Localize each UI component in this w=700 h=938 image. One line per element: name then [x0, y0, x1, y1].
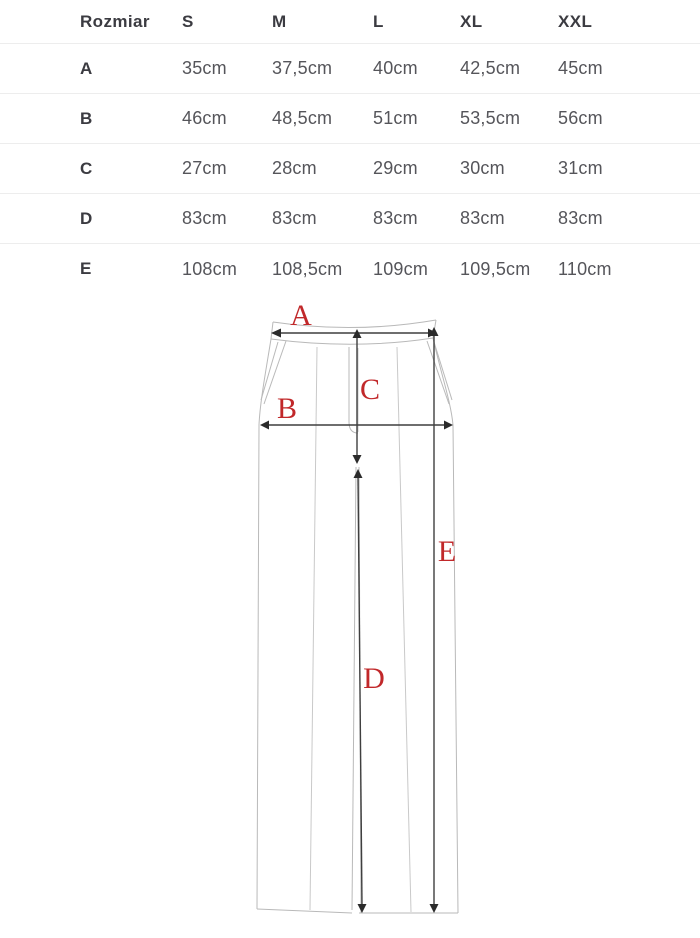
size-value: 110cm: [558, 258, 612, 279]
size-value: 27cm: [182, 158, 227, 178]
measure-line-d: [358, 476, 362, 906]
pants-measurement-diagram: [0, 300, 700, 933]
row-label-e: E: [80, 259, 92, 278]
size-table-header-row: [0, 0, 700, 44]
arrow-e-bottom: [430, 904, 439, 913]
size-value: 83cm: [558, 208, 603, 228]
dimension-labels: [277, 300, 456, 695]
arrow-b-right: [444, 421, 453, 430]
pants-outline-drawing: [0, 300, 700, 933]
column-header-s: S: [182, 11, 194, 31]
size-value: 83cm: [460, 208, 505, 228]
size-value: 109cm: [373, 258, 429, 279]
column-header-xl: XL: [460, 11, 483, 31]
column-header-xxl: XXL: [558, 11, 593, 31]
size-value: 48,5cm: [272, 108, 333, 128]
size-value: 108,5cm: [272, 258, 343, 279]
dimension-label-c: C: [359, 373, 381, 406]
row-label-a: A: [80, 58, 93, 78]
column-header-l: L: [373, 11, 384, 31]
size-value: 46cm: [182, 108, 227, 128]
size-value: 83cm: [373, 208, 418, 228]
size-value: 108cm: [182, 258, 238, 279]
dimension-label-b: B: [276, 392, 298, 425]
arrow-b-left: [260, 421, 269, 430]
size-value: 42,5cm: [460, 58, 521, 78]
size-value: 31cm: [558, 158, 603, 178]
column-header-rozmiar: Rozmiar: [80, 11, 150, 31]
size-row-d: [0, 194, 700, 244]
size-value: 83cm: [272, 208, 317, 228]
dimension-label-e: E: [437, 535, 457, 568]
size-row-e: [0, 244, 700, 294]
arrow-c-bottom: [353, 455, 362, 464]
size-value: 28cm: [272, 158, 317, 178]
size-value: 37,5cm: [272, 58, 333, 78]
size-value: 29cm: [373, 158, 418, 178]
column-header-m: M: [272, 11, 287, 31]
size-value: 83cm: [182, 208, 227, 228]
size-table: [0, 0, 700, 294]
row-label-b: B: [80, 108, 93, 128]
size-value: 30cm: [460, 158, 505, 178]
row-label-c: C: [80, 158, 93, 178]
size-row-a: [0, 44, 700, 94]
row-label-d: D: [80, 208, 93, 228]
size-value: 109,5cm: [460, 258, 531, 279]
dimension-label-a: A: [290, 300, 312, 332]
dimension-label-d: D: [363, 662, 385, 695]
size-value: 53,5cm: [460, 108, 521, 128]
arrow-d-bottom: [358, 904, 367, 913]
arrow-d-top: [354, 469, 363, 478]
size-value: 40cm: [373, 58, 418, 78]
size-value: 45cm: [558, 58, 603, 78]
size-row-b: [0, 94, 700, 144]
size-row-c: [0, 144, 700, 194]
size-value: 35cm: [182, 58, 227, 78]
size-value: 51cm: [373, 108, 418, 128]
size-value: 56cm: [558, 108, 603, 128]
